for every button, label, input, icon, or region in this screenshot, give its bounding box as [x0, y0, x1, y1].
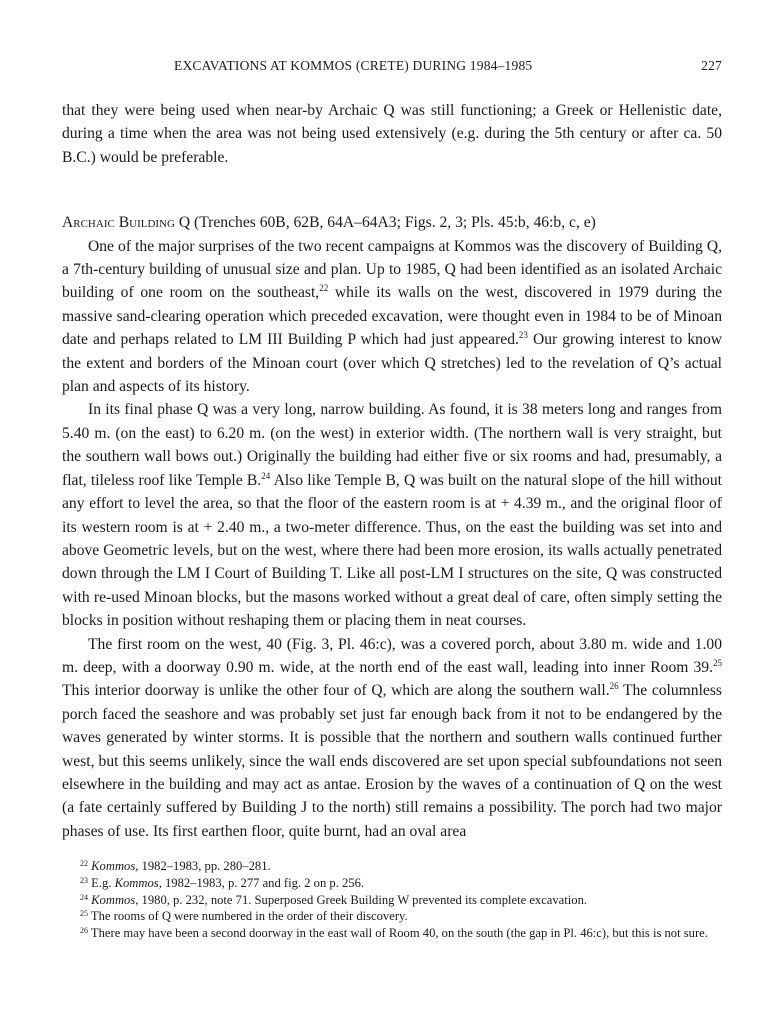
page	[62, 52, 722, 941]
footnotes	[62, 858, 722, 942]
footnote: $^{22}$ Kommos, 1982–1983, pp. 280–281.	[80, 859, 271, 873]
main-text	[62, 99, 722, 843]
paragraph-3: The first room on the west, 40 (Fig. 3, Pl. 46:c), was a covered porch, about 3.80 m. wide and 1.00 m. deep, with a doorway 0.90 m. wide, at the north end of the east wall, leading into inner Room 39.25 This interior doorway is unlike the other four of Q, which are along the southern wall.$^{26}$ The columnless porch faced the seashore and was probably set just far enough back from it not to be endangered by the waves generated by winter storms. It is possible that the northern and southern walls continued further west, but this seems unlikely, since the wall ends discovered are set upon special subfoundations not seen elsewhere in the building and may act as antae. Erosion by the waves of a continuation of Q on the west (a fate certainly suffered by Building J to the north) still remains a possibility. The porch had two major phases of use. Its first earthen floor, quite burnt, had an oval area	[62, 635, 722, 840]
paragraph-1: One of the major surprises of the two recent campaigns at Kommos was the discovery of Building Q, a 7th-century building of unusual size and plan. Up to 1985, Q had been identified as an isolated Archaic building of one room on the southeast,$^{22}$ while its walls on the west, discovered in 1979 during the massive sand-clearing operation which preceded excavation, were thought even in 1984 to be of Minoan date and perhaps related to LM III Building P which had just appeared.$^{23}$ Our growing interest to know the extent and borders of the Minoan court (over which Q stretches) led to the revelation of Q’s actual plan and aspects of its history.	[62, 237, 722, 396]
section-title: Archaic Building Q	[62, 214, 191, 232]
footnote-ref[interactable]: 24	[261, 470, 271, 481]
paragraph-2: In its final phase Q was a very long, narrow building. As found, it is 38 meters long and ranges from 5.40 m. (on the east) to 6.20 m. (on the west) in exterior width. (The northern wall is very straight, but the southern wall bows out.) Originally the building had either five or six rooms and had, presumably, a flat, tileless roof like Temple B.$^{24}$ Also like Temple B, Q was built on the natural slope of the hill without any effort to level the area, so that the floor of the eastern room is at + 4.39 m., and the original floor of its western room is at + 2.40 m., a two-meter difference. Thus, on the east the building was set into and above Geometric levels, but on the west, where there had been more erosion, its walls actually penetrated down through the LM I Court of Building T. Like all post-LM I structures on the site, Q was constructed with re-used Minoan blocks, but the masons worked without a great deal of care, often simply setting the blocks in position without reshaping them or placing them in neat courses.	[62, 401, 722, 630]
footnote: $^{24}$ Kommos, 1980, p. 232, note 71. Superposed Greek Building W prevented its complete excavation.	[80, 892, 588, 907]
footnote-ref[interactable]: 23	[518, 330, 528, 341]
footnote: $^{25}$ The rooms of Q were numbered in the order of their discovery.	[80, 909, 408, 924]
footnote-ref[interactable]: 26	[609, 681, 619, 692]
footnote: $^{23}$ E.g. Kommos, 1982–1983, p. 277 and fig. 2 on p. 256.	[80, 875, 365, 890]
footnote: $^{26}$ There may have been a second doorway in the east wall of Room 40, on the south (the gap in Pl. 46:c), but this is not sure.	[80, 926, 708, 941]
page-number: 227	[701, 58, 722, 73]
footnote-ref[interactable]: 22	[319, 283, 329, 294]
section-heading	[62, 211, 722, 234]
footnote-ref[interactable]: 25	[713, 657, 722, 668]
running-title: EXCAVATIONS AT KOMMOS (CRETE) DURING 1984–1985	[174, 58, 533, 73]
intro-paragraph: that they were being used when near-by Archaic Q was still functioning; a Greek or Hellenistic date, during a time when the area was not being used extensively (e.g. during the 5th century or after ca. 50 B.C.) would be preferable.	[62, 102, 722, 166]
section-refs: (Trenches 60B, 62B, 64A–64A3; Figs. 2, 3; Pls. 45:b, 46:b, c, e)	[194, 214, 596, 232]
running-header	[62, 52, 722, 76]
